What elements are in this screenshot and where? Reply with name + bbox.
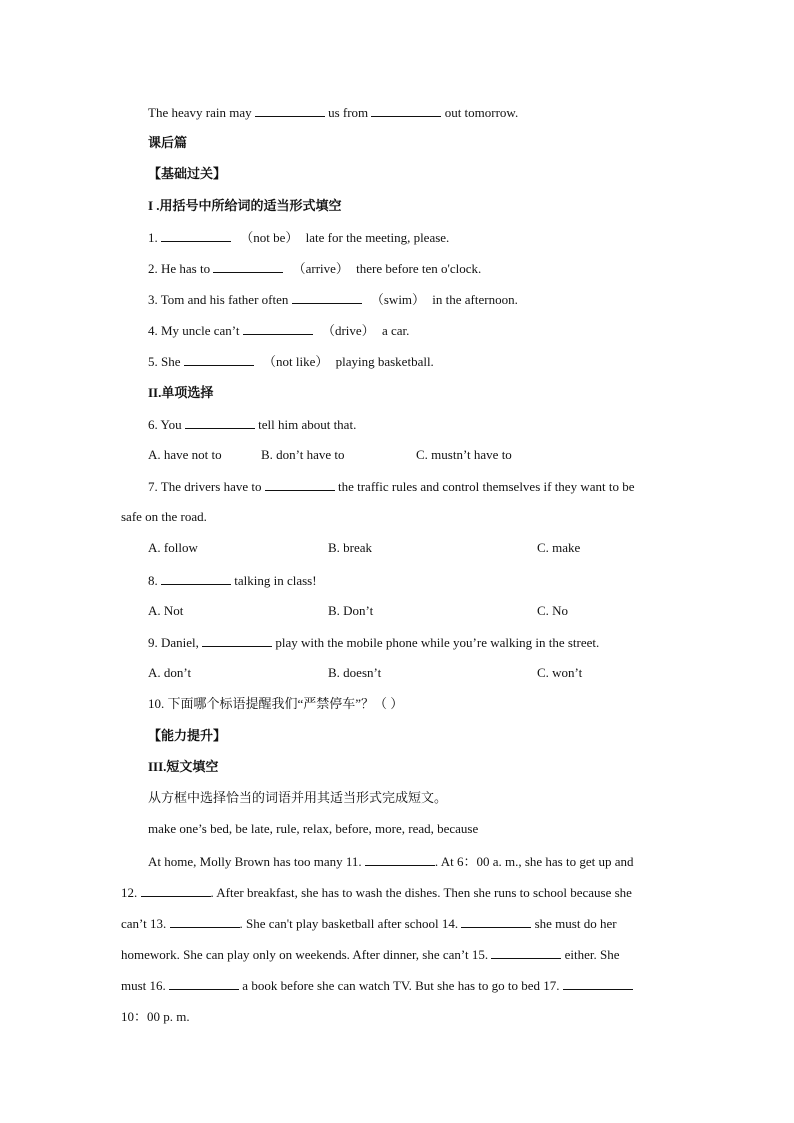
question-7-cont: safe on the road. (121, 509, 207, 524)
option-7b[interactable]: B. break (328, 540, 373, 555)
q-text: 6. You (148, 417, 185, 432)
q-rest: there before ten o'clock. (356, 261, 482, 276)
question-7 (148, 478, 634, 495)
q-text: 3. Tom and his father often (148, 292, 292, 307)
q-rest: talking in class! (231, 573, 317, 588)
passage-text: she must do her (531, 916, 617, 931)
intro-text-2: us from (324, 105, 372, 120)
q-rest: playing basketball. (335, 354, 434, 369)
hint-text: （not be） (240, 230, 299, 245)
passage-text: a book before she can watch TV. But she has to go to bed 17. (239, 978, 563, 993)
answer-blank[interactable] (161, 229, 231, 242)
answer-blank-11[interactable] (365, 853, 435, 866)
question-3 (148, 291, 518, 308)
q-text: 8. (148, 573, 161, 588)
passage-text: . She can't play basketball after school 14. (239, 916, 462, 931)
question-10: 10. 下面哪个标语提醒我们“严禁停车”？（ ） (148, 696, 404, 711)
question-4 (148, 322, 409, 339)
passage-line-6: 10：00 p. m. (121, 1009, 190, 1024)
word-bank: make one’s bed, be late, rule, relax, before, more, read, because (148, 821, 479, 836)
intro-text-3: out tomorrow. (441, 105, 519, 120)
question-8 (148, 572, 317, 589)
passage-text: either. She (561, 947, 620, 962)
option-7a[interactable]: A. follow (148, 540, 198, 555)
q-rest: tell him about that. (254, 417, 357, 432)
passage-line-1 (148, 853, 634, 870)
passage-line-4 (121, 946, 620, 963)
option-8b[interactable]: B. Don’t (328, 603, 374, 618)
q-rest: late for the meeting, please. (305, 230, 450, 245)
option-9b[interactable]: B. doesn’t (328, 665, 382, 680)
answer-blank[interactable] (292, 291, 362, 304)
passage-line-5 (121, 977, 633, 994)
question-1 (148, 229, 449, 246)
answer-blank[interactable] (202, 634, 272, 647)
part2-title: II.单项选择 (148, 385, 214, 400)
passage-text: can’t 13. (121, 916, 170, 931)
option-8c[interactable]: C. No (537, 603, 569, 618)
part3-title: III.短文填空 (148, 759, 219, 774)
answer-blank[interactable] (184, 353, 254, 366)
heading-basic: 【基础过关】 (148, 166, 227, 181)
passage-text: . At 6：00 a. m., she has to get up and (434, 854, 634, 869)
option-7c[interactable]: C. make (537, 540, 581, 555)
passage-text: . After breakfast, she has to wash the dishes. Then she runs to school because she (210, 885, 632, 900)
question-6 (148, 416, 356, 433)
passage-text: must 16. (121, 978, 170, 993)
q-text: 9. Daniel, (148, 635, 203, 650)
passage-line-3 (121, 915, 617, 932)
option-9c[interactable]: C. won’t (537, 665, 583, 680)
hint-text: （swim） (370, 292, 426, 307)
heading-after-class: 课后篇 (148, 135, 188, 150)
passage-text: 12. (121, 885, 141, 900)
q-rest: the traffic rules and control themselves if they want to be (334, 479, 635, 494)
answer-blank[interactable] (213, 260, 283, 273)
part1-title: I .用括号中所给词的适当形式填空 (148, 198, 342, 213)
option-6a[interactable]: A. have not to (148, 447, 222, 462)
option-9a[interactable]: A. don’t (148, 665, 192, 680)
passage-line-2 (121, 884, 632, 901)
option-6c[interactable]: C. mustn’t have to (416, 447, 512, 462)
answer-blank-12[interactable] (141, 884, 211, 897)
passage-text: homework. She can play only on weekends. After dinner, she can’t 15. (121, 947, 492, 962)
intro-text-1: The heavy rain may (148, 105, 255, 120)
answer-blank[interactable] (265, 478, 335, 491)
answer-blank[interactable] (243, 322, 313, 335)
question-9 (148, 634, 599, 651)
answer-blank-15[interactable] (491, 946, 561, 959)
hint-text: （not like） (263, 354, 329, 369)
answer-blank-16[interactable] (169, 977, 239, 990)
answer-blank[interactable] (255, 104, 325, 117)
answer-blank[interactable] (161, 572, 231, 585)
q-rest: in the afternoon. (432, 292, 518, 307)
answer-blank-17[interactable] (563, 977, 633, 990)
answer-blank[interactable] (371, 104, 441, 117)
q-rest: a car. (381, 323, 410, 338)
q-text: 1. (148, 230, 161, 245)
intro-line (148, 104, 518, 121)
q-text: 5. She (148, 354, 184, 369)
passage-text: At home, Molly Brown has too many 11. (148, 854, 365, 869)
answer-blank-13[interactable] (170, 915, 240, 928)
option-6b[interactable]: B. don’t have to (261, 447, 345, 462)
heading-ability: 【能力提升】 (148, 728, 227, 743)
question-5 (148, 353, 434, 370)
option-8a[interactable]: A. Not (148, 603, 184, 618)
q-text: 2. He has to (148, 261, 214, 276)
q-rest: play with the mobile phone while you’re walking in the street. (272, 635, 600, 650)
q-text: 7. The drivers have to (148, 479, 265, 494)
answer-blank[interactable] (185, 416, 255, 429)
hint-text: （drive） (321, 323, 375, 338)
part3-instructions: 从方框中选择恰当的词语并用其适当形式完成短文。 (148, 790, 448, 805)
answer-blank-14[interactable] (461, 915, 531, 928)
hint-text: （arrive） (292, 261, 349, 276)
question-2 (148, 260, 481, 277)
q-text: 4. My uncle can’t (148, 323, 243, 338)
